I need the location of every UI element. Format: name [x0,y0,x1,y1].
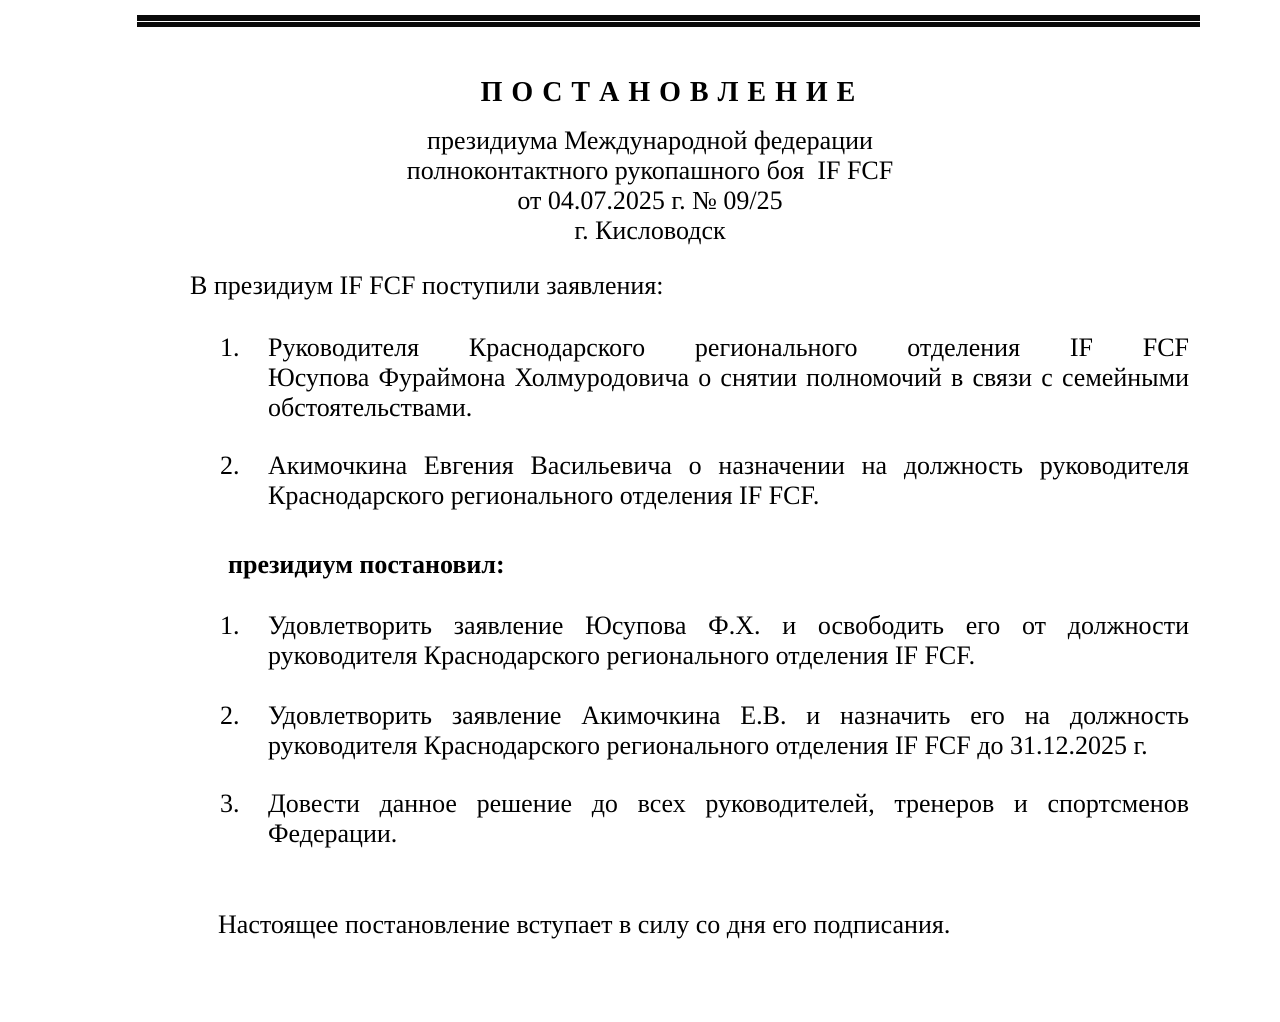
list-item-number: 3. [220,789,240,818]
list-item-text [268,451,1189,511]
text-line: Акимочкина Евгения Васильевича о назначении на должность руководителя [268,451,1189,480]
application-list-item-2 [220,451,1189,511]
application-list-item-1 [220,333,1189,423]
subtitle-line-federation: полноконтактного рукопашного боя IF FCF [406,156,894,185]
resolution-heading: президиум постановил: [228,550,505,579]
closing-paragraph: Настоящее постановление вступает в силу со дня его подписания. [218,910,951,939]
list-item-number: 2. [220,451,240,480]
list-item-text [268,333,1189,423]
list-item-number: 2. [220,701,240,730]
resolution-list-item-3 [220,789,1189,849]
text-line: Краснодарского регионального отделения IF FCF. [268,481,820,510]
list-item-text [268,611,1189,671]
text-line: руководителя Краснодарского регионального отделения IF FCF. [268,641,976,670]
resolution-list-item-2 [220,701,1189,761]
text-line: обстоятельствами. [268,393,473,422]
list-item-text [268,789,1189,849]
document-title: П О С Т А Н О В Л Е Н И Е [480,77,857,108]
intro-paragraph: В президиум IF FCF поступили заявления: [190,271,664,300]
text-line: Удовлетворить заявление Акимочкина Е.В. и назначить его на должность [268,701,1189,730]
list-item-number: 1. [220,611,240,640]
document-subtitle-block [137,126,1163,246]
text-line: Довести данное решение до всех руководителей, тренеров и спортсменов [268,789,1189,818]
header-double-rule [137,15,1200,27]
text-line: руководителя Краснодарского регионального отделения IF FCF до 31.12.2025 г. [268,731,1148,760]
text-line: Руководителя Краснодарского регионального отделения IF FCF [268,333,1189,362]
list-item-text [268,701,1189,761]
subtitle-line-date-number: от 04.07.2025 г. № 09/25 [517,186,783,215]
text-line: Юсупова Фураймона Холмуродовича о снятии полномочий в связи с семейными [268,363,1189,392]
text-line: Федерации. [268,819,398,848]
subtitle-line-city: г. Кисловодск [574,216,726,245]
subtitle-line-issuer: президиума Международной федерации [427,126,873,155]
text-line: Удовлетворить заявление Юсупова Ф.Х. и освободить его от должности [268,611,1189,640]
list-item-number: 1. [220,333,240,362]
resolution-list-item-1 [220,611,1189,671]
